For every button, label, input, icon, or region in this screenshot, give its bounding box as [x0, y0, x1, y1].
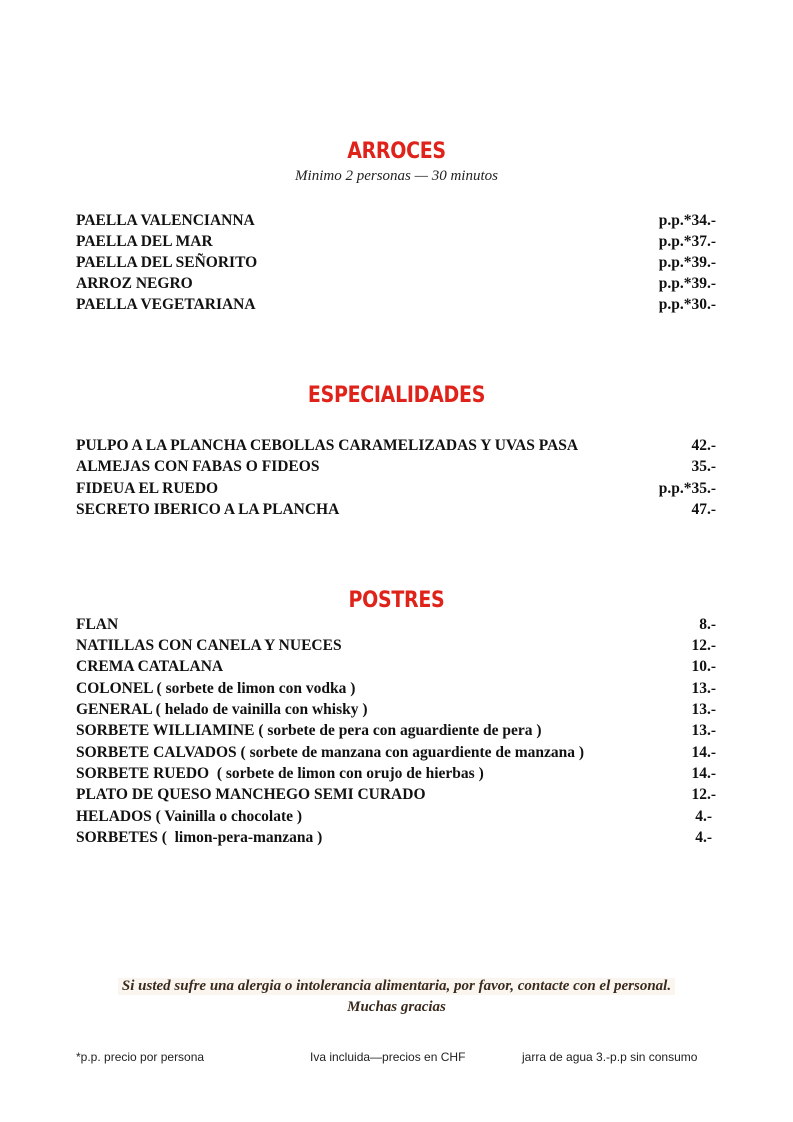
menu-item [76, 806, 716, 827]
item-name: GENERAL ( helado de vainilla con whisky ) [76, 701, 368, 718]
item-name: FLAN [76, 616, 119, 633]
item-name: NATILLAS CON CANELA Y NUECES [76, 637, 342, 654]
item-name: PAELLA DEL SEÑORITO [76, 254, 258, 271]
item-name: SORBETES ( limon-pera-manzana ) [76, 829, 323, 846]
item-price: p.p.*39.- [658, 275, 716, 292]
allergy-note-thanks [0, 999, 793, 1016]
footer-pp-note: *p.p. precio por persona [76, 1050, 205, 1064]
allergy-note-line1: Si usted sufre una alergia o intolerancia alimentaria, por favor, contacte con el personal. [118, 978, 675, 995]
item-name: FIDEUA EL RUEDO [76, 480, 219, 497]
item-name: PAELLA VALENCIANNA [76, 212, 255, 229]
item-price: 35.- [691, 458, 716, 475]
item-name: COLONEL ( sorbete de limon con vodka ) [76, 680, 356, 697]
item-price: 13.- [691, 722, 716, 739]
footer-iva-note: Iva incluida—precios en CHF [310, 1050, 466, 1064]
item-name: CREMA CATALANA [76, 658, 224, 675]
menu-item [76, 656, 716, 677]
item-name: PULPO A LA PLANCHA CEBOLLAS CARAMELIZADAS Y UVAS PASA [76, 437, 579, 454]
section-title-postres: POSTRES [348, 587, 445, 613]
item-price: 14.- [691, 765, 716, 782]
menu-item [76, 499, 716, 520]
item-price: p.p.*37.- [658, 233, 716, 250]
item-price: 47.- [691, 501, 716, 518]
item-price: p.p.*39.- [658, 254, 716, 271]
menu-item [76, 763, 716, 784]
item-price: 12.- [691, 786, 716, 803]
item-price: p.p.*30.- [658, 296, 716, 313]
menu-item [76, 699, 716, 720]
item-name: PAELLA VEGETARIANA [76, 296, 256, 313]
item-price: 8.- [699, 616, 716, 633]
item-price: p.p.*34.- [658, 212, 716, 229]
item-name: PLATO DE QUESO MANCHEGO SEMI CURADO [76, 786, 426, 803]
item-name: SECRETO IBERICO A LA PLANCHA [76, 501, 340, 518]
menu-item [76, 294, 716, 315]
menu-item [76, 614, 716, 635]
menu-item [76, 827, 716, 848]
footer-water-note: jarra de agua 3.-p.p sin consumo [522, 1050, 698, 1064]
item-price: 4.- [695, 808, 712, 825]
section-title-especialidades: ESPECIALIDADES [307, 382, 486, 408]
menu-item [76, 210, 716, 231]
item-name: SORBETE WILLIAMINE ( sorbete de pera con aguardiente de pera ) [76, 722, 542, 739]
menu-item [76, 231, 716, 252]
item-price: 42.- [691, 437, 716, 454]
item-name: SORBETE RUEDO ( sorbete de limon con orujo de hierbas ) [76, 765, 484, 782]
menu-item [76, 478, 716, 499]
menu-item [76, 784, 716, 805]
item-price: 13.- [691, 680, 716, 697]
item-name: PAELLA DEL MAR [76, 233, 213, 250]
item-name: SORBETE CALVADOS ( sorbete de manzana con aguardiente de manzana ) [76, 744, 585, 761]
item-price: 12.- [691, 637, 716, 654]
menu-item [76, 456, 716, 477]
allergy-note-line2: Muchas gracias [347, 999, 446, 1015]
item-price: 4.- [695, 829, 712, 846]
menu-item [76, 273, 716, 294]
arroces-subtitle: Minimo 2 personas — 30 minutos [295, 168, 498, 184]
menu-item [76, 678, 716, 699]
menu-item [76, 435, 716, 456]
item-name: ALMEJAS CON FABAS O FIDEOS [76, 458, 320, 475]
allergy-note [0, 978, 793, 995]
section-title-arroces: ARROCES [347, 138, 446, 164]
item-name: ARROZ NEGRO [76, 275, 193, 292]
item-price: 13.- [691, 701, 716, 718]
menu-item [76, 635, 716, 656]
menu-item [76, 720, 716, 741]
item-price: p.p.*35.- [658, 480, 716, 497]
item-price: 10.- [691, 658, 716, 675]
item-name: HELADOS ( Vainilla o chocolate ) [76, 808, 303, 825]
menu-item [76, 742, 716, 763]
menu-item [76, 252, 716, 273]
item-price: 14.- [691, 744, 716, 761]
